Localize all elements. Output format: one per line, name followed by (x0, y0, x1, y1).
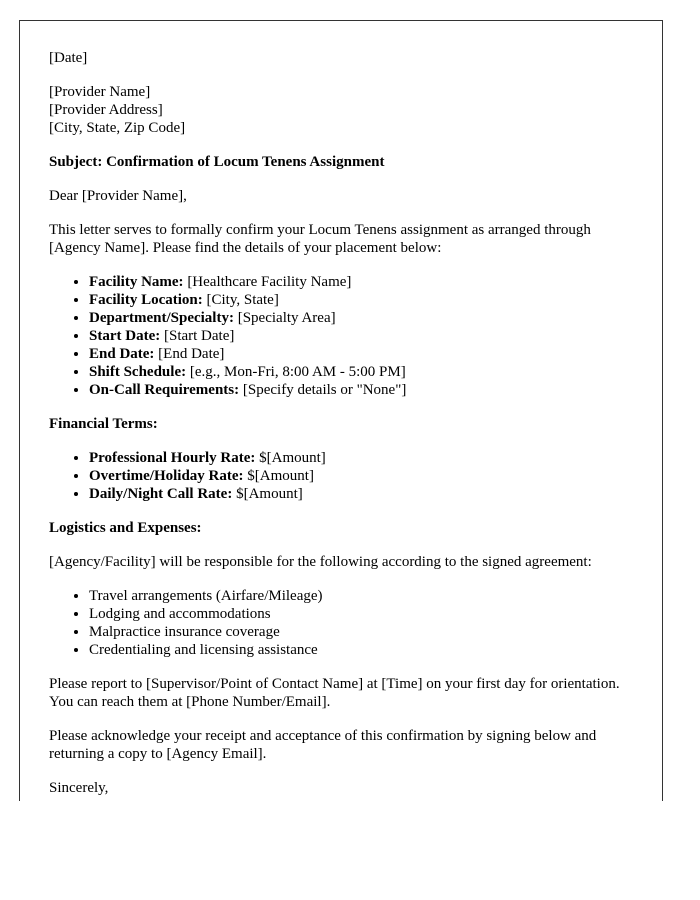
list-item: • Facility Name: [Healthcare Facility Name] (89, 273, 634, 291)
list-item: • On-Call Requirements: [Specify details or "None"] (89, 381, 634, 399)
list-item: • Daily/Night Call Rate: $[Amount] (89, 485, 634, 503)
logistics-list (49, 587, 634, 659)
list-item: • Start Date: [Start Date] (89, 327, 634, 345)
subject-line: Subject: Confirmation of Locum Tenens Assignment (49, 154, 385, 170)
list-item: • Facility Location: [City, State] (89, 291, 634, 309)
list-item: • Travel arrangements (Airfare/Mileage) (89, 587, 634, 605)
provider-city: [City, State, Zip Code] (49, 120, 186, 136)
acknowledge-paragraph: Please acknowledge your receipt and acceptance of this confirmation by signing below and returning a copy to [Agency Email]. (49, 728, 597, 762)
list-item: • End Date: [End Date] (89, 345, 634, 363)
logistics-intro: [Agency/Facility] will be responsible for the following according to the signed agreement: (49, 554, 592, 570)
recipient-block (49, 83, 634, 137)
letter-page (19, 20, 663, 801)
date: [Date] (49, 50, 88, 66)
list-item: • Credentialing and licensing assistance (89, 641, 634, 659)
list-item: • Lodging and accommodations (89, 605, 634, 623)
intro-paragraph: This letter serves to formally confirm your Locum Tenens assignment as arranged through [Agency Name]. Please find the details of your placement below: (49, 222, 591, 256)
provider-name: [Provider Name] (49, 84, 151, 100)
list-item: • Shift Schedule: [e.g., Mon-Fri, 8:00 AM - 5:00 PM] (89, 363, 634, 381)
list-item: • Malpractice insurance coverage (89, 623, 634, 641)
list-item: • Department/Specialty: [Specialty Area] (89, 309, 634, 327)
financial-heading: Financial Terms: (49, 416, 158, 432)
provider-address: [Provider Address] (49, 102, 163, 118)
financial-list (49, 449, 634, 503)
list-item: • Overtime/Holiday Rate: $[Amount] (89, 467, 634, 485)
list-item: • Professional Hourly Rate: $[Amount] (89, 449, 634, 467)
logistics-heading: Logistics and Expenses: (49, 520, 202, 536)
closing: Sincerely, (49, 780, 109, 796)
salutation: Dear [Provider Name], (49, 188, 187, 204)
details-list (49, 273, 634, 399)
report-paragraph: Please report to [Supervisor/Point of Contact Name] at [Time] on your first day for orientation. You can reach them at [Phone Number/Email]. (49, 676, 620, 710)
